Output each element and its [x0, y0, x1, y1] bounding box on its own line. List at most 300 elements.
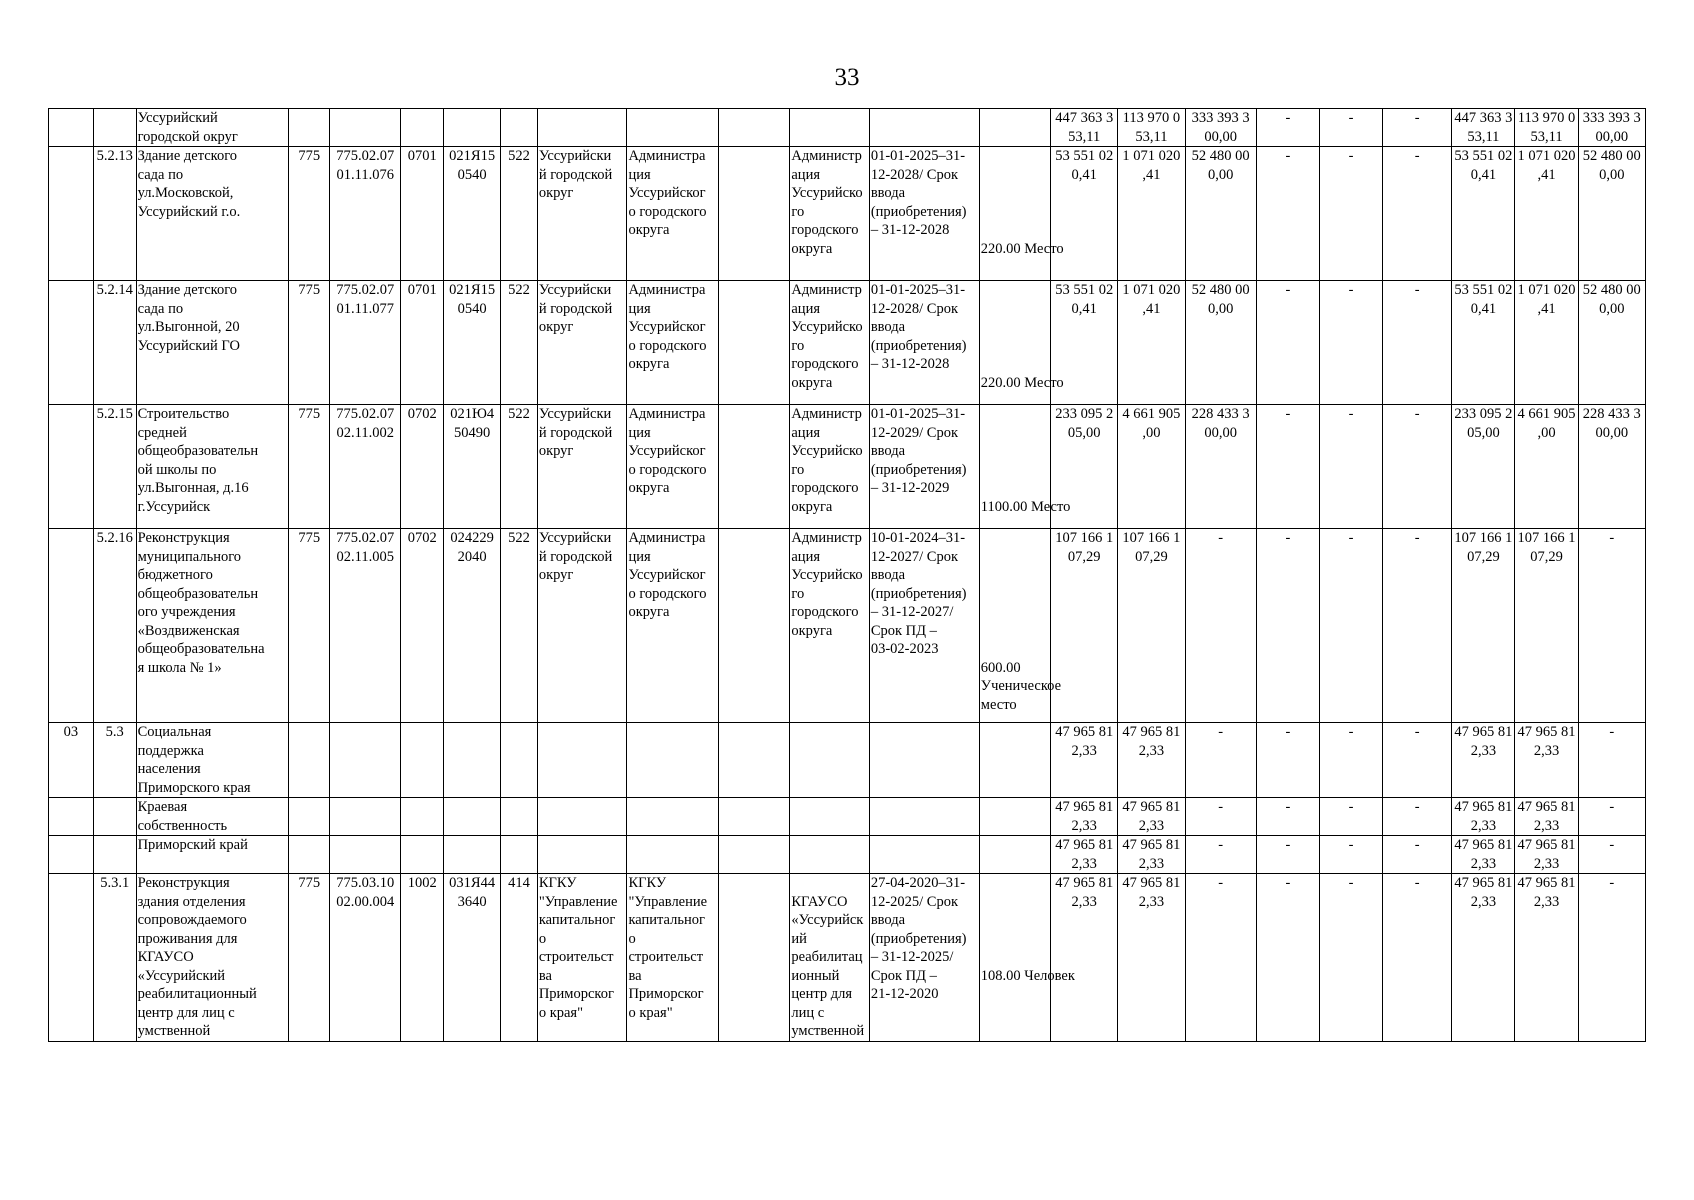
cell-line: КГКУ [628, 875, 667, 891]
cell-developer [719, 281, 790, 405]
cell-line: Приморског [628, 986, 704, 1002]
cell-grp [49, 723, 94, 798]
cell-line: 113 970 0 [1122, 110, 1181, 126]
cell-capacity [979, 147, 1064, 281]
cell-code3 [401, 405, 444, 529]
cell-line: 02.11.005 [336, 548, 394, 565]
cell-line: реабилитационный [137, 986, 257, 1002]
cell-code2 [330, 723, 401, 798]
cell-code1 [289, 529, 330, 723]
cell-line [720, 147, 788, 166]
cell-code5 [501, 836, 538, 874]
cell-code3 [401, 529, 444, 723]
cell-customer [627, 147, 719, 281]
cell-line: 53,11 [1467, 128, 1500, 145]
cell-v3 [1185, 723, 1256, 798]
cell-line: Уссурийског [628, 319, 706, 335]
cell-line: 2,33 [1138, 742, 1165, 759]
table-row [49, 874, 1646, 1042]
cell-line: ой школы по [137, 461, 217, 478]
cell-line: 0,00 [1207, 166, 1234, 183]
cell-text: 03 [63, 724, 79, 740]
cell-municipality [537, 836, 627, 874]
cell-line: ввода [870, 912, 906, 928]
cell-line: 333 393 3 [1582, 110, 1641, 126]
cell-line: «Воздвиженская [137, 622, 240, 639]
cell-v6 [1383, 874, 1452, 1042]
cell-line: городского [791, 604, 859, 620]
cell-line: капитальног [538, 912, 616, 928]
cell-line: 12-2027/ Срок [870, 548, 959, 565]
cell-line: округа [791, 240, 833, 257]
cell-name [136, 147, 289, 281]
cell-line: й городской [538, 166, 613, 183]
cell-v7 [1452, 405, 1515, 529]
cell-v7 [1452, 281, 1515, 405]
table-row [49, 405, 1646, 529]
cell-line: 47 965 81 [1454, 875, 1513, 891]
cell-line: 2,33 [1138, 817, 1165, 834]
cell-v2 [1118, 723, 1185, 798]
cell-line: ул.Выгонной, 20 [137, 319, 240, 335]
cell-line: 107 166 1 [1122, 530, 1181, 546]
cell-line: (приобретения) [870, 337, 967, 354]
cell-line: 47 965 81 [1122, 837, 1181, 853]
cell-line: 2,33 [1071, 817, 1097, 834]
cell-developer [719, 836, 790, 874]
cell-line: ионный [791, 967, 840, 984]
cell-v2 [1118, 529, 1185, 723]
cell-code1 [289, 147, 330, 281]
cell-text: - [1285, 282, 1291, 298]
cell-num [93, 109, 136, 147]
cell-code2 [330, 405, 401, 529]
cell-text: 5.3 [105, 724, 124, 740]
cell-code1 [289, 405, 330, 529]
cell-v4 [1256, 281, 1319, 405]
cell-line: капитальног [628, 912, 705, 928]
cell-line: 107 166 1 [1055, 530, 1114, 546]
cell-text: 775 [298, 406, 321, 422]
cell-recipient [790, 147, 869, 281]
cell-text: 775 [298, 282, 321, 298]
cell-line: (приобретения) [870, 930, 967, 947]
cell-line: о городского [628, 203, 707, 220]
cell-line: сада по [137, 300, 184, 317]
cell-text: - [1609, 799, 1615, 815]
cell-line: – 31-12-2028 [870, 356, 950, 372]
cell-line: – 31-12-2027/ [870, 604, 954, 620]
cell-text: 775 [298, 148, 321, 164]
cell-text: - [1285, 799, 1291, 815]
cell-municipality [537, 798, 627, 836]
cell-capacity [979, 109, 1050, 147]
cell-v3 [1185, 529, 1256, 723]
cell-v5 [1319, 405, 1382, 529]
cell-v8 [1515, 281, 1578, 405]
cell-name [136, 798, 289, 836]
cell-text: 0701 [407, 148, 437, 164]
page-number: 33 [834, 64, 860, 91]
cell-line: 031Я44 [449, 875, 496, 891]
cell-text: - [1348, 406, 1354, 422]
cell-code2 [330, 109, 401, 147]
cell-line: центр для лиц с [137, 1004, 235, 1021]
cell-line: "Управление [628, 893, 708, 910]
cell-line [720, 405, 788, 424]
cell-v4 [1256, 723, 1319, 798]
cell-v3 [1185, 798, 1256, 836]
cell-terms [869, 147, 979, 281]
cell-line: 0,41 [1071, 166, 1097, 183]
cell-capacity [979, 836, 1050, 874]
cell-code1 [289, 798, 330, 836]
cell-line: 00,00 [1204, 128, 1237, 145]
cell-v6 [1383, 836, 1452, 874]
cell-recipient [790, 836, 869, 874]
cell-line: Ученическое [980, 678, 1062, 694]
cell-line: 07,29 [1467, 548, 1500, 565]
cell-recipient [790, 109, 869, 147]
cell-line: 47 965 81 [1517, 837, 1576, 853]
cell-customer [627, 874, 719, 1042]
cell-v8 [1515, 798, 1578, 836]
cell-code4 [444, 836, 501, 874]
cell-text: 775 [298, 875, 321, 891]
investment-objects-table [48, 108, 1646, 1042]
cell-code2 [330, 281, 401, 405]
cell-line: Администра [628, 148, 706, 164]
cell-line: Администр [791, 282, 862, 298]
cell-num [93, 147, 136, 281]
cell-line: округ [538, 185, 574, 201]
cell-grp [49, 798, 94, 836]
cell-code5 [501, 405, 538, 529]
cell-v7 [1452, 147, 1515, 281]
cell-line: общеобразовательна [137, 641, 265, 657]
cell-line: Администр [791, 530, 862, 546]
cell-line: городского [791, 356, 859, 372]
cell-line [720, 529, 788, 548]
cell-text: - [1218, 724, 1224, 740]
cell-line: 47 965 81 [1517, 799, 1576, 815]
cell-v2 [1118, 874, 1185, 1042]
cell-line: го [791, 585, 805, 602]
cell-v4 [1256, 798, 1319, 836]
cell-v1 [1051, 147, 1118, 281]
cell-line: 2,33 [1138, 855, 1165, 872]
cell-line: 021Я15 [449, 282, 496, 298]
cell-v3 [1185, 836, 1256, 874]
cell-customer [627, 109, 719, 147]
cell-v2 [1118, 281, 1185, 405]
cell-text: - [1218, 875, 1224, 891]
cell-line: Реконструкция [137, 875, 230, 891]
cell-text: - [1414, 110, 1420, 126]
cell-code2 [330, 147, 401, 281]
cell-terms [869, 723, 979, 798]
cell-text: - [1348, 724, 1354, 740]
cell-line: 0,41 [1470, 166, 1497, 183]
cell-line: округа [628, 604, 670, 620]
cell-line: о края" [538, 1004, 584, 1021]
cell-line: ул.Московской, [137, 185, 234, 201]
cell-line: 0,41 [1470, 300, 1497, 317]
cell-line: 02.11.002 [336, 424, 394, 441]
cell-v6 [1383, 798, 1452, 836]
cell-line: Срок ПД – [870, 622, 937, 639]
cell-v9 [1578, 281, 1645, 405]
cell-line: 53,11 [1530, 128, 1563, 145]
cell-v2 [1118, 109, 1185, 147]
cell-line: 47 965 81 [1122, 875, 1181, 891]
cell-code4 [444, 723, 501, 798]
cell-line: 775.02.07 [336, 406, 395, 422]
cell-v7 [1452, 529, 1515, 723]
cell-line: 0540 [457, 166, 487, 183]
cell-code5 [501, 874, 538, 1042]
cell-line: 07,29 [1530, 548, 1563, 565]
cell-num [93, 836, 136, 874]
cell-line: 220.00 Место [980, 240, 1064, 257]
cell-line: Срок ПД – [870, 967, 937, 984]
cell-line: 775.02.07 [336, 530, 395, 546]
cell-code2 [330, 529, 401, 723]
cell-num [93, 874, 136, 1042]
cell-line: Администр [791, 148, 862, 164]
cell-line: округа [628, 356, 670, 372]
cell-v4 [1256, 529, 1319, 723]
cell-line: округ [538, 319, 574, 335]
cell-line: о городского [628, 585, 707, 602]
cell-capacity [979, 529, 1062, 723]
cell-text: - [1285, 148, 1291, 164]
cell-line: 0,00 [1599, 300, 1625, 317]
cell-text: - [1414, 282, 1420, 298]
cell-line: 4 661 905 [1122, 406, 1181, 422]
cell-line: городского [791, 480, 859, 496]
cell-line: Уссурийский ГО [137, 337, 240, 354]
cell-line: ,41 [1142, 166, 1161, 183]
cell-line: й городской [538, 424, 613, 441]
cell-line: 228 433 3 [1191, 406, 1250, 422]
cell-v5 [1319, 874, 1382, 1042]
cell-line: ция [628, 548, 651, 565]
cell-text: - [1609, 875, 1615, 891]
cell-text: - [1414, 530, 1420, 546]
cell-code3 [401, 723, 444, 798]
cell-line: ва [538, 967, 552, 984]
cell-line: г.Уссурийск [137, 498, 211, 515]
cell-line: Уссурийско [791, 443, 863, 459]
cell-capacity [979, 874, 1075, 1042]
cell-line: строительст [538, 949, 614, 965]
cell-line: ,00 [1537, 424, 1556, 441]
cell-v9 [1578, 529, 1645, 723]
cell-text: - [1348, 282, 1354, 298]
cell-line: городской округ [137, 128, 238, 145]
cell-recipient [790, 281, 869, 405]
cell-line: 47 965 81 [1454, 799, 1513, 815]
cell-v5 [1319, 723, 1382, 798]
cell-text: 5.2.13 [96, 148, 133, 164]
cell-line: 1 071 020 [1517, 148, 1576, 164]
cell-name [136, 109, 289, 147]
table-row [49, 281, 1646, 405]
cell-line: Уссурийског [628, 185, 706, 201]
cell-terms [869, 109, 979, 147]
cell-v2 [1118, 798, 1185, 836]
cell-line: 775.02.07 [336, 148, 395, 164]
cell-line: 2,33 [1071, 893, 1097, 910]
cell-line: Администра [628, 530, 706, 546]
cell-line: ва [628, 967, 642, 984]
cell-text: 5.2.14 [96, 282, 133, 298]
cell-line: сопровождаемого [137, 912, 247, 928]
cell-line: здания отделения [137, 893, 246, 910]
cell-text: - [1609, 724, 1615, 740]
cell-line: округа [628, 222, 670, 238]
cell-line: 12-2029/ Срок [870, 424, 959, 441]
cell-line: 01.11.077 [336, 300, 394, 317]
table-group-row [49, 723, 1646, 798]
cell-line: лиц с [791, 1004, 825, 1021]
cell-v4 [1256, 147, 1319, 281]
cell-line: ввода [870, 443, 906, 459]
cell-text: 5.3.1 [100, 875, 130, 891]
cell-line: 47 965 81 [1055, 724, 1114, 740]
cell-v4 [1256, 109, 1319, 147]
cell-line: ий [791, 930, 807, 947]
cell-code1 [289, 723, 330, 798]
cell-code1 [289, 109, 330, 147]
cell-customer [627, 798, 719, 836]
cell-text: - [1414, 837, 1420, 853]
cell-line: 53 551 02 [1055, 148, 1114, 164]
cell-text: - [1218, 837, 1224, 853]
cell-line: проживания для [137, 930, 238, 947]
cell-line: ,41 [1142, 300, 1161, 317]
cell-line: округа [791, 498, 833, 515]
cell-code4 [444, 874, 501, 1042]
cell-capacity [979, 723, 1050, 798]
cell-line: о городского [628, 461, 707, 478]
cell-line: городского [791, 222, 859, 238]
cell-text: 414 [508, 875, 530, 891]
cell-line: строительст [628, 949, 704, 965]
cell-name [136, 874, 289, 1042]
cell-v6 [1383, 281, 1452, 405]
cell-line: Администр [791, 406, 862, 422]
cell-v6 [1383, 723, 1452, 798]
cell-code3 [401, 836, 444, 874]
cell-line: 05,00 [1067, 424, 1101, 441]
cell-municipality [537, 723, 627, 798]
cell-text: - [1348, 799, 1354, 815]
cell-line: 775.02.07 [336, 282, 395, 298]
cell-v8 [1515, 405, 1578, 529]
cell-line: го [791, 203, 805, 220]
cell-code5 [501, 109, 538, 147]
cell-code1 [289, 836, 330, 874]
cell-grp [49, 109, 94, 147]
cell-recipient [790, 798, 869, 836]
cell-grp [49, 147, 94, 281]
cell-line: 2,33 [1533, 817, 1560, 834]
cell-line: 52 480 00 [1582, 148, 1641, 164]
cell-line: 47 965 81 [1055, 875, 1114, 891]
cell-line: 00,00 [1595, 424, 1629, 441]
table-row [49, 529, 1646, 723]
cell-num [93, 723, 136, 798]
cell-code3 [401, 109, 444, 147]
cell-v9 [1578, 723, 1645, 798]
cell-line: 27-04-2020–31- [870, 875, 966, 891]
cell-line: ция [628, 300, 651, 317]
cell-line: 53 551 02 [1454, 282, 1513, 298]
cell-line: 2040 [457, 548, 487, 565]
table-group-row [49, 798, 1646, 836]
cell-line: 12-2028/ Срок [870, 166, 959, 183]
cell-text: 775 [298, 530, 321, 546]
cell-line: «Уссурийск [791, 912, 864, 928]
cell-text: - [1609, 837, 1615, 853]
cell-v5 [1319, 836, 1382, 874]
cell-line: Уссурийски [538, 406, 612, 422]
cell-code3 [401, 147, 444, 281]
cell-v9 [1578, 798, 1645, 836]
cell-recipient [790, 405, 869, 529]
cell-v6 [1383, 109, 1452, 147]
cell-line: Уссурийско [791, 319, 863, 335]
cell-line: 1100.00 Место [980, 498, 1071, 515]
cell-line: ,41 [1537, 300, 1556, 317]
cell-line: 12-2028/ Срок [870, 300, 959, 317]
cell-text: - [1218, 799, 1224, 815]
cell-line: о городского [628, 337, 707, 354]
cell-customer [627, 405, 719, 529]
cell-terms [869, 281, 979, 405]
cell-line: умственной [791, 1023, 865, 1039]
cell-text: - [1285, 724, 1291, 740]
cell-text: 0702 [407, 530, 437, 546]
cell-line: Уссурийски [538, 282, 612, 298]
cell-v2 [1118, 836, 1185, 874]
cell-v5 [1319, 109, 1382, 147]
cell-line: 021Ю4 [450, 406, 495, 422]
cell-code5 [501, 723, 538, 798]
cell-line: й городской [538, 300, 613, 317]
cell-line: Краевая [137, 799, 188, 815]
cell-v6 [1383, 405, 1452, 529]
cell-name [136, 723, 289, 798]
cell-code4 [444, 529, 501, 723]
cell-line: (приобретения) [870, 585, 967, 602]
cell-grp [49, 529, 94, 723]
cell-developer [719, 405, 790, 529]
table-group-row [49, 836, 1646, 874]
cell-v4 [1256, 874, 1319, 1042]
cell-line: ого учреждения [137, 604, 236, 620]
cell-line: 01.11.076 [336, 166, 394, 183]
cell-line: ация [791, 166, 820, 183]
cell-developer [719, 874, 790, 1042]
cell-line: общеобразовательн [137, 443, 259, 459]
cell-line: Администра [628, 282, 706, 298]
cell-line: средней [137, 424, 187, 441]
cell-line: 0,00 [1207, 300, 1234, 317]
cell-line: 21-12-2020 [870, 986, 939, 1002]
